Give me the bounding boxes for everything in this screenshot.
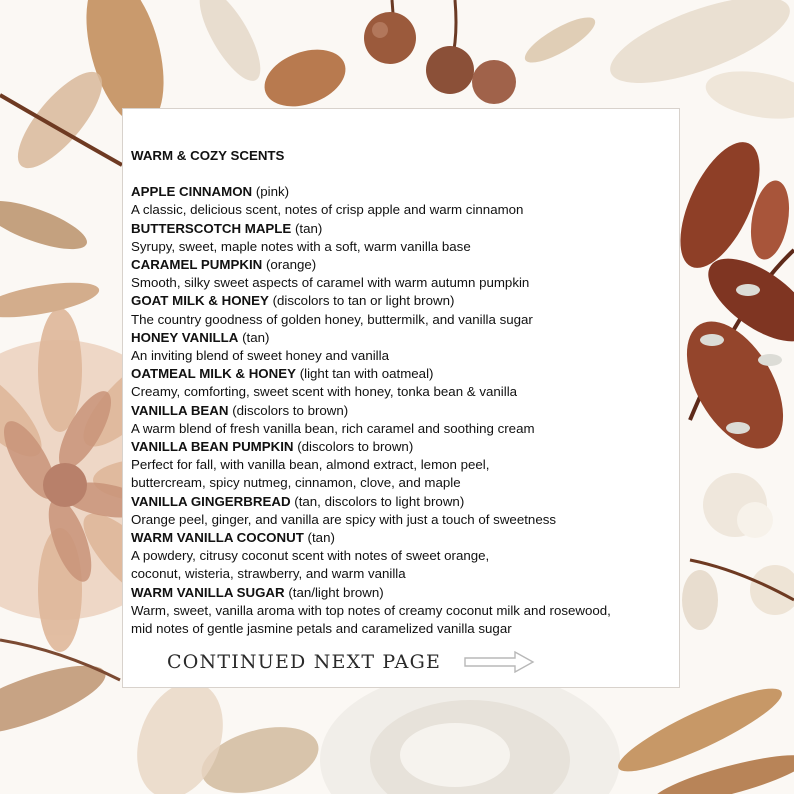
scent-color-note: (discolors to brown): [297, 439, 414, 455]
scent-name: BUTTERSCOTCH MAPLE: [131, 220, 292, 236]
scent-title: [131, 402, 676, 420]
scent-name: VANILLA GINGERBREAD: [131, 493, 291, 509]
scent-description: coconut, wisteria, strawberry, and warm vanilla: [131, 566, 406, 582]
scent-description: Perfect for fall, with vanilla bean, almond extract, lemon peel,: [131, 457, 490, 473]
scent-description: A classic, delicious scent, notes of crisp apple and warm cinnamon: [131, 202, 524, 218]
scent-name: VANILLA BEAN: [131, 402, 229, 418]
scent-color-note: (discolors to tan or light brown): [272, 293, 455, 309]
scent-description: mid notes of gentle jasmine petals and caramelized vanilla sugar: [131, 621, 512, 637]
scent-color-note: (pink): [255, 184, 290, 200]
scent-description: Orange peel, ginger, and vanilla are spicy with just a touch of sweetness: [131, 511, 557, 527]
scent-title: [131, 529, 676, 547]
scent-title: [131, 438, 676, 456]
scent-description: Smooth, silky sweet aspects of caramel with warm autumn pumpkin: [131, 275, 530, 291]
scent-description: A powdery, citrusy coconut scent with notes of sweet orange,: [131, 548, 490, 564]
scent-name: VANILLA BEAN PUMPKIN: [131, 439, 294, 455]
scent-title: [131, 256, 676, 274]
scent-title: [131, 584, 676, 602]
scent-name: WARM VANILLA COCONUT: [131, 530, 304, 546]
scent-color-note: (tan): [242, 329, 270, 345]
scent-description: Syrupy, sweet, maple notes with a soft, warm vanilla base: [131, 238, 471, 254]
scent-name: APPLE CINNAMON: [131, 184, 253, 200]
scent-name: OATMEAL MILK & HONEY: [131, 366, 296, 382]
scent-color-note: (tan): [295, 220, 323, 236]
scent-list-card: [122, 108, 680, 688]
scent-description: An inviting blend of sweet honey and vanilla: [131, 348, 389, 364]
scent-title: [131, 365, 676, 383]
section-heading: WARM & COZY SCENTS: [131, 148, 285, 163]
scent-title: [131, 493, 676, 511]
scent-name: GOAT MILK & HONEY: [131, 293, 269, 309]
scents-container: [131, 183, 676, 638]
right-arrow-icon: [463, 651, 535, 673]
scent-color-note: (light tan with oatmeal): [299, 366, 434, 382]
scent-description: buttercream, spicy nutmeg, cinnamon, clove, and maple: [131, 475, 461, 491]
scent-name: WARM VANILLA SUGAR: [131, 584, 285, 600]
scent-name: CARAMEL PUMPKIN: [131, 257, 263, 273]
scent-description: A warm blend of fresh vanilla bean, rich caramel and soothing cream: [131, 420, 535, 436]
continued-footer: [167, 651, 535, 673]
continued-next-page-label: CONTINUED NEXT PAGE: [167, 651, 442, 673]
scent-title: [131, 292, 676, 310]
scent-name: HONEY VANILLA: [131, 329, 239, 345]
scent-description: The country goodness of golden honey, buttermilk, and vanilla sugar: [131, 311, 533, 327]
scent-description: Creamy, comforting, sweet scent with honey, tonka bean & vanilla: [131, 384, 518, 400]
scent-title: [131, 329, 676, 347]
scent-color-note: (tan/light brown): [288, 584, 384, 600]
right-rust-leaves: [664, 131, 794, 465]
scent-title: [131, 183, 676, 201]
scent-color-note: (discolors to brown): [232, 402, 349, 418]
bottom-roses: [122, 670, 794, 794]
scent-color-note: (orange): [265, 257, 317, 273]
berries: [257, 0, 601, 117]
scent-color-note: (tan): [307, 530, 335, 546]
scent-title: [131, 220, 676, 238]
scent-list: [131, 147, 676, 638]
scent-color-note: (tan, discolors to light brown): [294, 493, 465, 509]
cotton-flowers: [682, 473, 794, 630]
scent-description: Warm, sweet, vanilla aroma with top notes of creamy coconut milk and rosewood,: [131, 602, 611, 618]
